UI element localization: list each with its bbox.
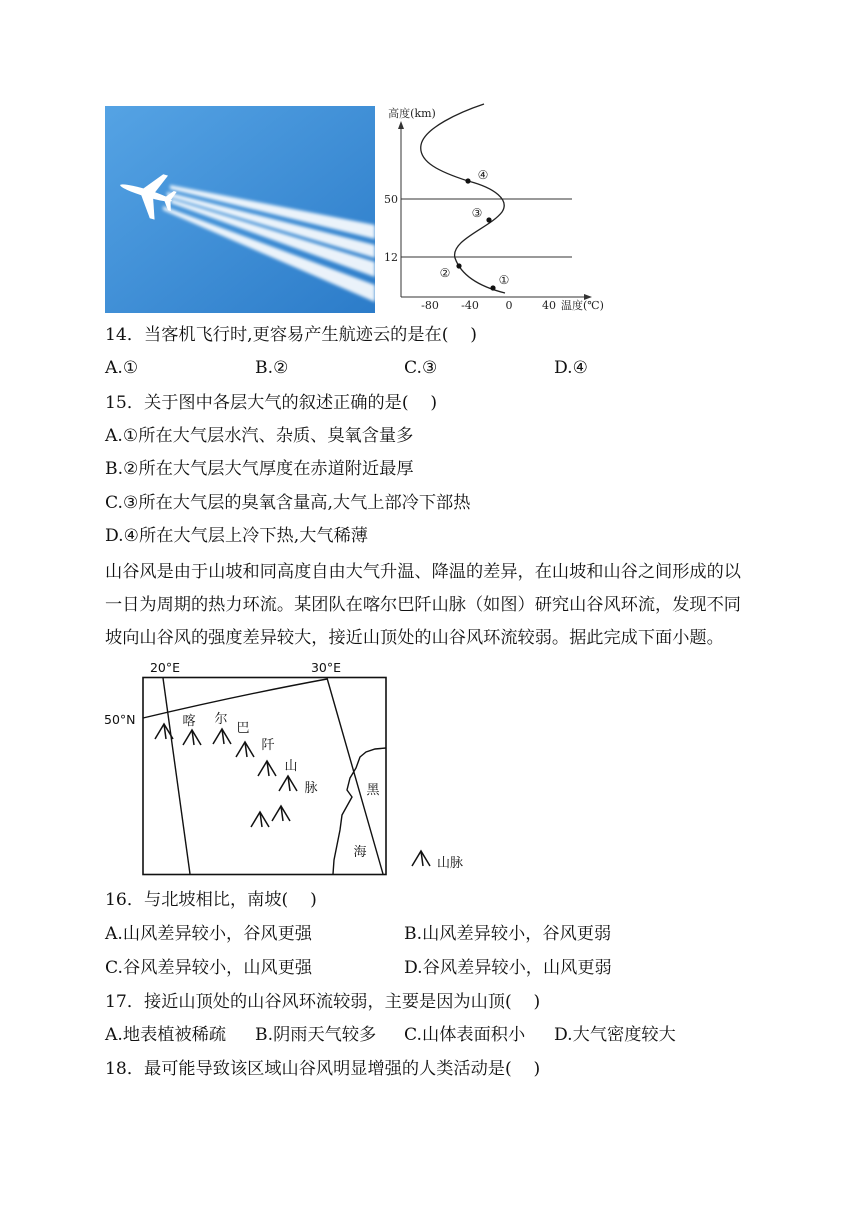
- question-17-option-b: B.阴雨天气较多: [255, 1025, 377, 1045]
- question-16-option-d: D.谷风差异较小，山风更弱: [404, 958, 612, 978]
- question-16-stem: 16．与北坡相比，南坡( ): [105, 890, 317, 910]
- x-axis-label: 温度(℃): [561, 299, 604, 312]
- point-1-marker: [490, 285, 495, 290]
- x-tick-label: 40: [542, 299, 556, 312]
- question-17-option-a: A.地表植被稀疏: [105, 1025, 227, 1045]
- y-axis-label: 高度(km): [388, 107, 436, 120]
- passage-line: 坡向山谷风的强度差异较大，接近山顶处的山谷风环流较弱。据此完成下面小题。: [105, 628, 724, 648]
- mountain-name-char: 尔: [214, 712, 228, 727]
- question-14-option-a: A.①: [105, 358, 139, 378]
- question-16-option-a: A.山风差异较小，谷风更强: [105, 924, 312, 944]
- legend-label: 山脉: [437, 856, 464, 871]
- point-3-label: ③: [471, 206, 483, 220]
- question-14-stem: 14．当客机飞行时,更容易产生航迹云的是在( ): [105, 325, 477, 345]
- question-15-option-d: D.④所在大气层上冷下热,大气稀薄: [105, 526, 368, 546]
- y-axis-arrow-icon: [398, 121, 404, 129]
- y-tick-label: 50: [384, 193, 398, 206]
- parallel-50n: [143, 679, 327, 718]
- mountain-range-icon: [183, 730, 201, 745]
- point-1-label: ①: [498, 273, 510, 287]
- question-15-option-c: C.③所在大气层的臭氧含量高,大气上部冷下部热: [105, 493, 471, 513]
- question-17-option-c: C.山体表面积小: [404, 1025, 526, 1045]
- mountain-range-icon: [272, 806, 290, 821]
- sea-name-char: 海: [353, 845, 367, 860]
- question-15-stem: 15．关于图中各层大气的叙述正确的是( ): [105, 393, 438, 413]
- mountain-name-char: 阡: [261, 738, 275, 753]
- question-17-stem: 17．接近山顶处的山谷风环流较弱，主要是因为山顶( ): [105, 992, 541, 1012]
- question-17-option-d: D.大气密度较大: [554, 1025, 676, 1045]
- passage-line: 一日为周期的热力环流。某团队在喀尔巴阡山脉（如图）研究山谷风环流，发现不同: [105, 595, 741, 615]
- point-4-marker: [465, 178, 470, 183]
- mountain-range-icon: [236, 742, 254, 757]
- question-18-stem: 18．最可能导致该区域山谷风明显增强的人类活动是( ): [105, 1059, 541, 1079]
- question-15-option-b: B.②所在大气层大气厚度在赤道附近最厚: [105, 459, 414, 479]
- question-15-option-a: A.①所在大气层水汽、杂质、臭氧含量多: [105, 426, 414, 446]
- mountain-range-icon: [412, 851, 430, 866]
- point-3-marker: [486, 217, 491, 222]
- point-2-label: ②: [439, 266, 451, 280]
- mountain-name-char: 山: [284, 759, 298, 774]
- point-2-marker: [456, 263, 461, 268]
- x-tick-label: -40: [461, 299, 479, 312]
- mountain-name-char: 脉: [304, 781, 318, 796]
- mountain-range-icon: [251, 812, 269, 827]
- airplane-contrail-photo: [105, 106, 375, 313]
- mountain-range-icon: [213, 729, 231, 744]
- y-tick-label: 12: [384, 251, 398, 264]
- atmosphere-temperature-graph: [380, 98, 620, 316]
- question-14-option-b: B.②: [255, 358, 289, 378]
- mountain-range-icon: [279, 776, 297, 791]
- carpathian-map: [100, 655, 475, 883]
- longitude-label-20e: 20°E: [149, 660, 181, 675]
- mountain-name-char: 巴: [236, 721, 250, 736]
- longitude-label-30e: 30°E: [310, 660, 342, 675]
- mountain-name-char: 喀: [182, 714, 196, 729]
- question-16-option-c: C.谷风差异较小，山风更强: [105, 958, 313, 978]
- x-tick-label: -80: [421, 299, 439, 312]
- map-frame: [143, 678, 386, 875]
- x-tick-label: 0: [505, 299, 513, 312]
- point-4-label: ④: [477, 168, 489, 182]
- passage-line: 山谷风是由于山坡和同高度自由大气升温、降温的差异，在山坡和山谷之间形成的以: [105, 562, 741, 582]
- question-14-option-d: D.④: [554, 358, 589, 378]
- mountain-range-icon: [258, 761, 276, 776]
- sea-name-char: 黑: [366, 783, 380, 798]
- latitude-label-50n: 50°N: [104, 712, 136, 727]
- question-14-option-c: C.③: [404, 358, 438, 378]
- question-16-option-b: B.山风差异较小，谷风更弱: [404, 924, 612, 944]
